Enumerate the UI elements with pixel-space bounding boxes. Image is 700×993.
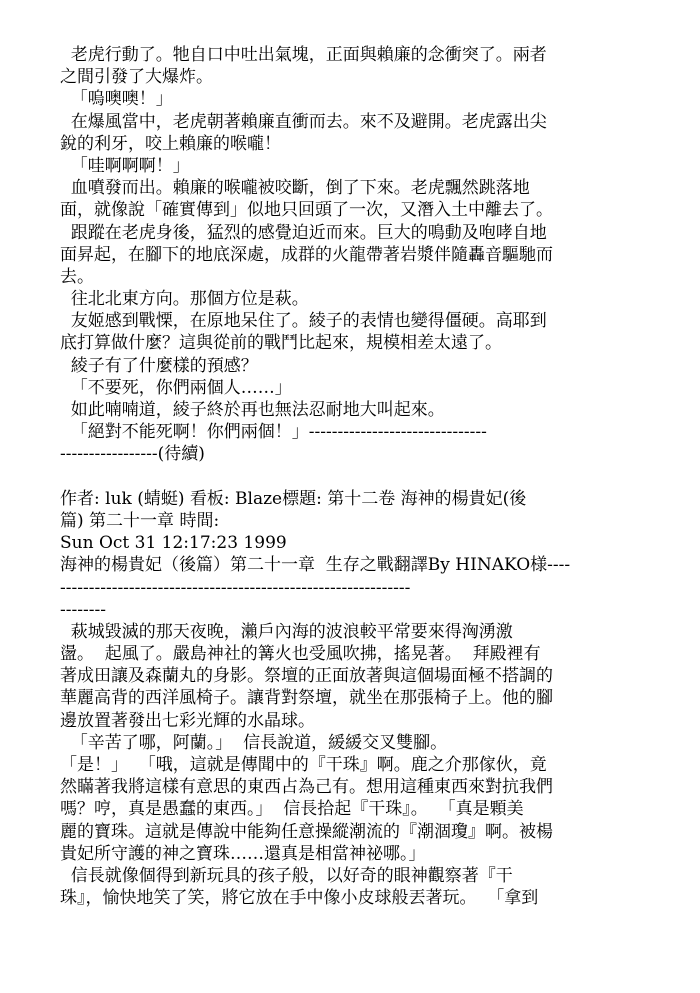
text-line: 血噴發而出。賴廉的喉嚨被咬斷，倒了下來。老虎飄然跳落地 — [60, 178, 530, 199]
text-line: 「辛苦了哪，阿蘭。」 信長說道，緩緩交叉雙腳。 — [60, 732, 448, 753]
text-line: 「不要死，你們兩個人……」 — [60, 377, 292, 398]
post-header-line: 作者: luk (蜻蜓) 看板: Blaze標題: 第十二卷 海神的楊貴妃(後 — [60, 488, 527, 509]
separator-line: ------------------------------------------------------------- — [60, 577, 411, 598]
text-line: 底打算做什麼？這與從前的戰鬥比起來，規模相差太遠了。 — [60, 333, 502, 354]
text-line: 「絕對不能死啊！你們兩個！」------------------------------- — [60, 422, 487, 443]
text-line: -----------------(待續) — [60, 444, 205, 465]
text-line: 然瞞著我將這樣有意思的東西占為己有。想用這種東西來對抗我們 — [60, 777, 553, 798]
text-line: 之間引發了大爆炸。 — [60, 67, 213, 88]
text-line: 去。 — [60, 266, 94, 287]
text-line: 嗎？哼，真是愚蠢的東西。」 信長拾起『干珠』。 「真是顆美 — [60, 799, 524, 820]
separator-line: -------- — [60, 599, 106, 620]
text-line: 銳的利牙，咬上賴廉的喉嚨！ — [60, 133, 281, 154]
text-line: 麗的寶珠。這就是傳說中能夠任意操縱潮流的『潮涸瓊』啊。被楊 — [60, 821, 553, 842]
text-line: 面昇起，在腳下的地底深處，成群的火龍帶著岩漿伴隨轟音驅馳而 — [60, 244, 553, 265]
text-line: 面，就像說「確實傳到」似地只回頭了一次，又潛入土中離去了。 — [60, 200, 553, 221]
text-line: 「是！」 「哦，這就是傳聞中的『干珠』啊。鹿之介那傢伙，竟 — [60, 755, 547, 775]
text-line: 在爆風當中，老虎朝著賴廉直衝而去。來不及避開。老虎露出尖 — [60, 111, 547, 132]
text-line: 老虎行動了。牠自口中吐出氣塊，正面與賴廉的念衝突了。兩者 — [60, 45, 547, 65]
blank-line — [60, 466, 640, 488]
text-line: 綾子有了什麼樣的預感？ — [60, 355, 258, 376]
post-header-line: 篇) 第二十一章 時間: — [60, 510, 220, 531]
text-line: 華麗高背的西洋風椅子。讓背對祭壇，就坐在那張椅子上。他的腳 — [60, 688, 553, 709]
text-line: 如此喃喃道，綾子終於再也無法忍耐地大叫起來。 — [60, 400, 445, 420]
post-timestamp: Sun Oct 31 12:17:23 1999 — [60, 533, 287, 554]
text-line: 珠』，愉快地笑了笑，將它放在手中像小皮球般丟著玩。 「拿到 — [60, 888, 539, 909]
text-line: 友姬感到戰慄，在原地呆住了。綾子的表情也變得僵硬。高耶到 — [60, 311, 547, 332]
text-line: 著成田讓及森蘭丸的身影。祭壇的正面放著與這個場面極不搭調的 — [60, 666, 553, 687]
text-line: 「哇啊啊啊！」 — [60, 155, 190, 176]
text-line: 邊放置著發出七彩光輝的水晶球。 — [60, 710, 315, 731]
text-line: 信長就像個得到新玩具的孩子般，以好奇的眼神觀察著『干 — [60, 865, 513, 886]
text-line: 跟蹤在老虎身後，猛烈的感覺迫近而來。巨大的鳴動及咆哮自地 — [60, 222, 547, 243]
text-line: 萩城毀滅的那天夜晚，瀨戶內海的波浪較平常要來得洶湧激 — [60, 621, 513, 642]
chapter-title-line: 海神的楊貴妃（後篇）第二十一章 生存之戰翻譯By HINAKO様---- — [60, 555, 571, 576]
text-line: 貴妃所守護的神之寶珠……還真是相當神祕哪。」 — [60, 843, 426, 864]
text-line: 「嗚噢噢！」 — [60, 89, 173, 110]
document-page — [60, 44, 640, 909]
text-line: 盪。 起風了。嚴島神社的篝火也受風吹拂，搖晃著。 拜殿裡有 — [60, 644, 541, 665]
text-line: 往北北東方向。那個方位是萩。 — [60, 289, 309, 310]
